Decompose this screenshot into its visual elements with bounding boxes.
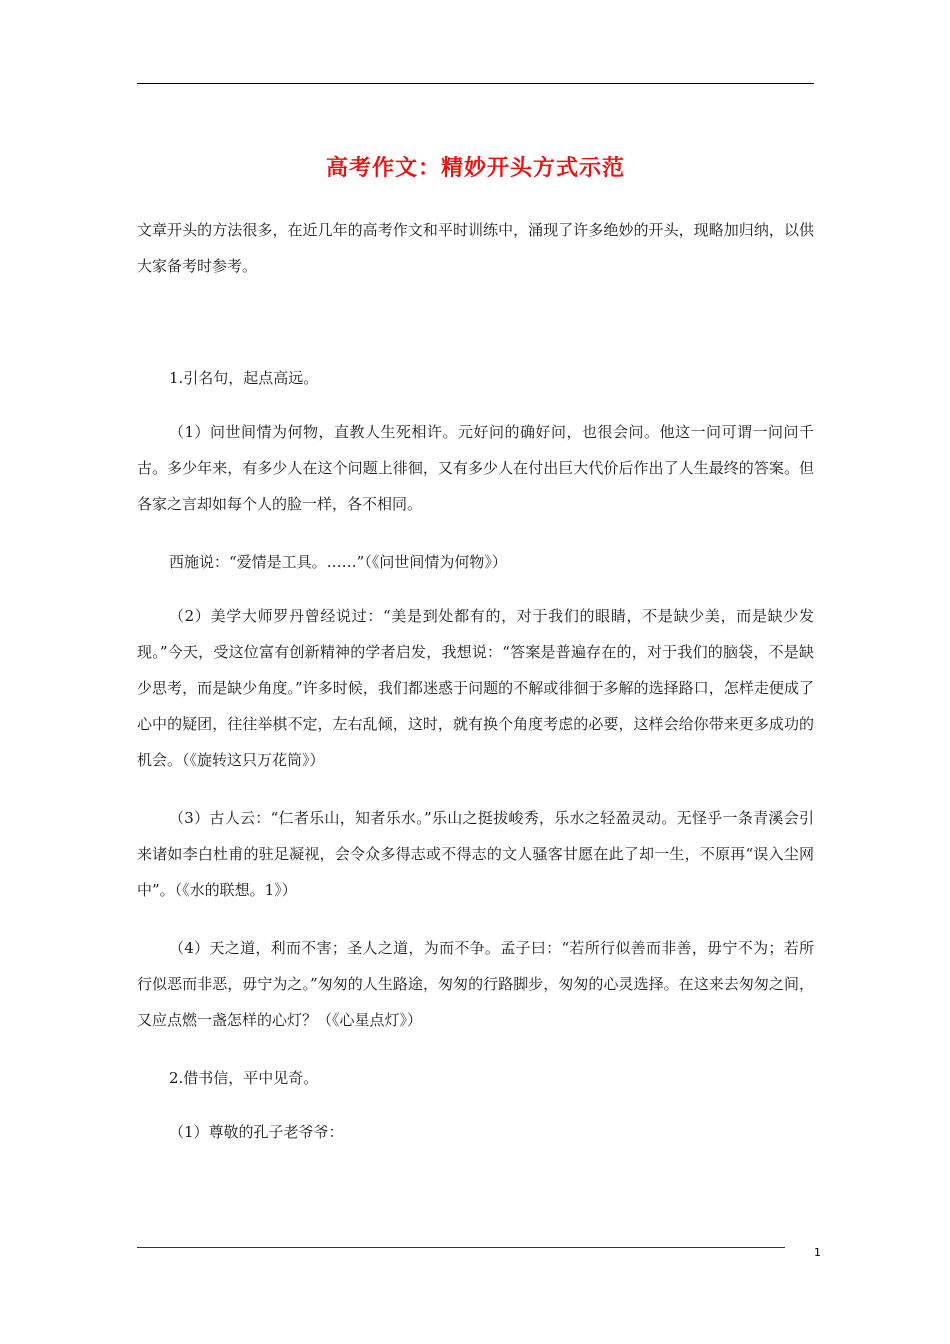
page-number: 1 xyxy=(814,1246,821,1259)
section-1-paragraph-3: （3）古人云：“仁者乐山，知者乐水。”乐山之挺拔峻秀，乐水之轻盈灵动。无怪乎一条青溪会引来诸如李白杜甫的驻足凝视，会令众多得志或不得志的文人骚客甘愿在此了却一生，不原再“误入尘网中”。（《水的联想。1》） xyxy=(137,809,814,899)
section-1-heading: 1.引名句，起点高远。 xyxy=(169,369,319,387)
footer-rule xyxy=(137,1247,785,1248)
section-1-paragraph-4: （4）天之道，利而不害；圣人之道，为而不争。孟子曰：“若所行似善而非善，毋宁不为；若所行似恶而非恶，毋宁为之。”匆匆的人生路途，匆匆的行路脚步，匆匆的心灵选择。在这来去匆匆之间，又应点燃一盏怎样的心灯？（《心星点灯》） xyxy=(137,939,814,1029)
header-rule xyxy=(137,83,814,84)
section-1-paragraph-2: （2）美学大师罗丹曾经说过：“美是到处都有的，对于我们的眼睛，不是缺少美，而是缺少发现。”今天，受这位富有创新精神的学者启发，我想说：“答案是普遍存在的，对于我们的脑袋，不是缺少思考，而是缺少角度。”许多时候，我们都迷惑于问题的不解或徘徊于多解的选择路口，怎样走便成了心中的疑团，往往举棋不定，左右乱倾，这时，就有换个角度考虑的必要，这样会给你带来更多成功的机会。（《旋转这只万花筒》） xyxy=(137,607,814,769)
section-2-paragraph-1: （1）尊敬的孔子老爷爷： xyxy=(169,1123,344,1141)
document-title: 高考作文：精妙开头方式示范 xyxy=(325,156,625,181)
section-2-heading: 2.借书信，平中见奇。 xyxy=(169,1069,319,1087)
section-1-quote: 西施说：“爱情是工具。……”（《问世间情为何物》） xyxy=(169,553,507,571)
section-1-paragraph-1: （1）问世间情为何物，直教人生死相许。元好问的确好问，也很会问。他这一问可谓一问问千古。多少年来，有多少人在这个问题上徘徊，又有多少人在付出巨大代价后作出了人生最终的答案。但各家之言却如每个人的脸一样，各不相同。 xyxy=(137,423,814,513)
intro-paragraph: 文章开头的方法很多，在近几年的高考作文和平时训练中，涌现了许多绝妙的开头，现略加归纳，以供大家备考时参考。 xyxy=(137,221,814,275)
